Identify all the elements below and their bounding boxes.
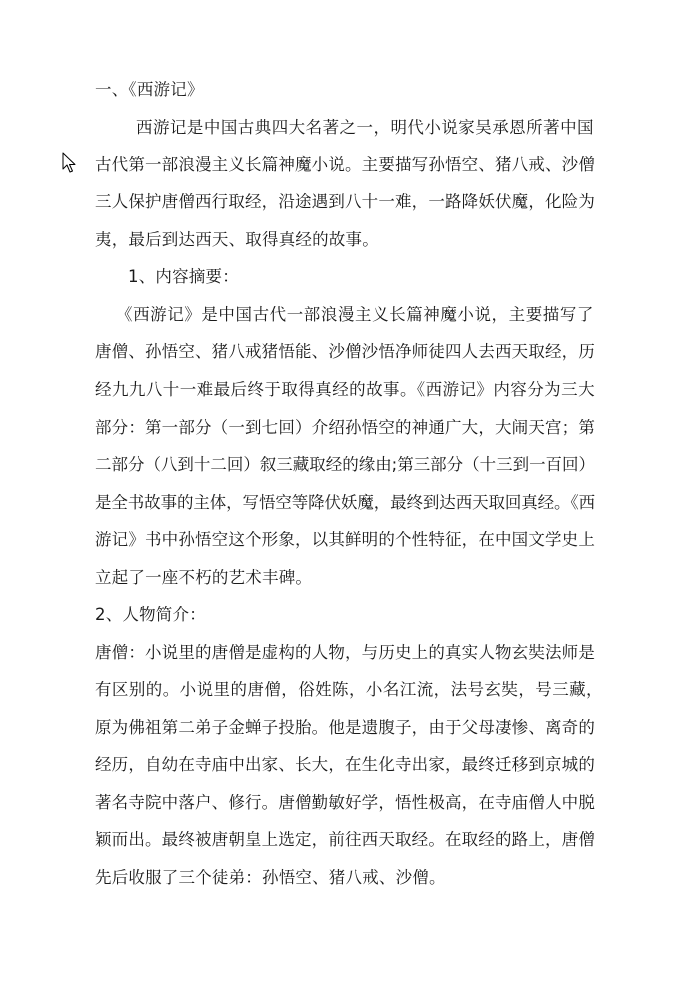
tangseng-paragraph-line-2: 有区别的。小说里的唐僧，俗姓陈，小名江流，法号玄奘，号三藏，: [95, 680, 603, 699]
tangseng-paragraph-line-7: 先后收服了三个徒弟：孙悟空、猪八戒、沙僧。: [95, 868, 446, 887]
tangseng-paragraph-line-1: 唐僧：小说里的唐僧是虚构的人物，与历史上的真实人物玄奘法师是: [95, 643, 596, 662]
intro-paragraph-line-2: 古代第一部浪漫主义长篇神魔小说。主要描写孙悟空、猪八戒、沙僧: [95, 155, 596, 174]
summary-paragraph-line-5: 二部分（八到十二回）叙三藏取经的缘由;第三部分（十三到一百回）: [95, 455, 596, 474]
intro-paragraph-line-3: 三人保护唐僧西行取经，沿途遇到八十一难，一路降妖伏魔，化险为: [95, 192, 596, 211]
summary-paragraph-line-3: 经九九八十一难最后终于取得真经的故事。《西游记》内容分为三大: [95, 380, 596, 399]
subheading-character-intro: 2、人物简介：: [95, 605, 206, 624]
summary-paragraph-line-2: 唐僧、孙悟空、猪八戒猪悟能、沙僧沙悟净师徒四人去西天取经，历: [95, 342, 596, 361]
intro-paragraph-line-4: 夷，最后到达西天、取得真经的故事。: [95, 230, 379, 249]
tangseng-paragraph-line-4: 经历，自幼在寺庙中出家、长大，在生化寺出家，最终迁移到京城的: [95, 755, 596, 774]
intro-paragraph-line-1: 西游记是中国古典四大名著之一，明代小说家吴承恩所著中国: [136, 118, 595, 137]
subheading-content-summary: 1、内容摘要：: [128, 267, 239, 286]
mouse-pointer-icon: [62, 152, 76, 174]
summary-paragraph-line-1: 《西游记》是中国古代一部浪漫主义长篇神魔小说，主要描写了: [116, 305, 594, 324]
summary-paragraph-line-6: 是全书故事的主体，写悟空等降伏妖魔，最终到达西天取回真经。《西: [95, 493, 595, 512]
tangseng-paragraph-line-5: 著名寺院中落户、修行。唐僧勤敏好学，悟性极高，在寺庙僧人中脱: [95, 793, 596, 812]
summary-paragraph-line-4: 部分：第一部分（一到七回）介绍孙悟空的神通广大，大闹天宫；第: [95, 418, 596, 437]
summary-paragraph-line-8: 立起了一座不朽的艺术丰碑。: [95, 568, 313, 587]
section-heading-xiyouji: 一、《西游记》: [95, 80, 204, 99]
tangseng-paragraph-line-3: 原为佛祖第二弟子金蝉子投胎。他是遗腹子，由于父母凄惨、离奇的: [95, 718, 596, 737]
tangseng-paragraph-line-6: 颖而出。最终被唐朝皇上选定，前往西天取经。在取经的路上，唐僧: [95, 830, 596, 849]
summary-paragraph-line-7: 游记》书中孙悟空这个形象，以其鲜明的个性特征，在中国文学史上: [95, 530, 596, 549]
